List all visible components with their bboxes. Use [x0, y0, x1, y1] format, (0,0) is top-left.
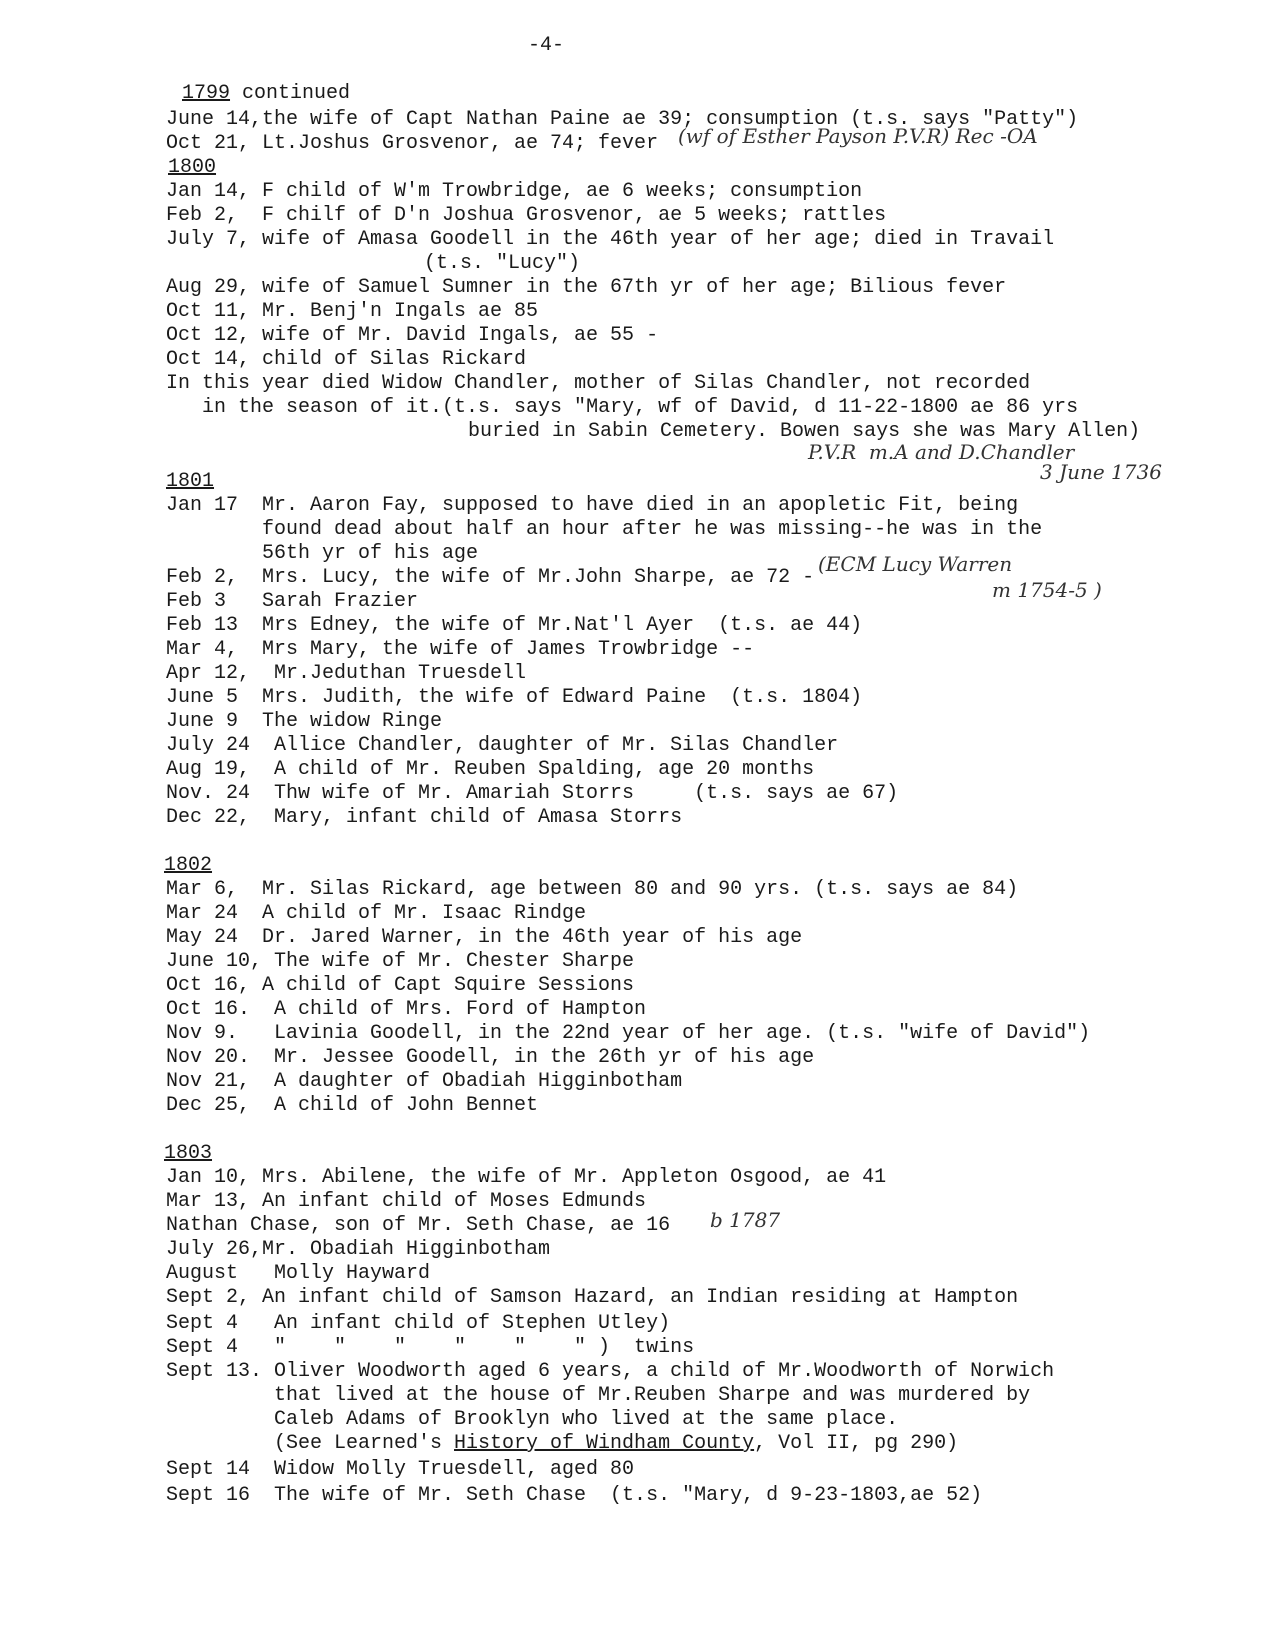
entry-text: Mrs Edney, the wife of Mr.Nat'l Ayer (t.s. ae 44)	[262, 614, 863, 637]
record-entry	[166, 1360, 1054, 1384]
entry-date: Sept 16	[166, 1484, 251, 1507]
entry-date: July 7,	[166, 228, 251, 251]
record-entry	[166, 300, 538, 324]
entry-date: Mar 4,	[166, 638, 239, 661]
entry-date: Mar 6,	[166, 878, 239, 901]
entry-date: June 9	[166, 710, 239, 733]
entry-date: Oct 16,	[166, 974, 251, 997]
entry-text: Mr. Jessee Goodell, in the 26th yr of his age	[262, 1046, 815, 1069]
record-entry	[166, 1262, 430, 1286]
record-entry	[166, 1094, 538, 1118]
year-label: 1800	[168, 156, 217, 179]
record-entry	[166, 1336, 694, 1360]
entry-text: Allice Chandler, daughter of Mr. Silas Chandler	[262, 734, 839, 757]
year-heading	[182, 82, 350, 106]
entry-text: Mr. Benj'n Ingals ae 85	[262, 300, 539, 323]
entry-text: Mr.Jeduthan Truesdell	[262, 662, 527, 685]
entry-text: The widow Ringe	[262, 710, 443, 733]
record-entry	[166, 950, 634, 974]
entry-text: found dead about half an hour after he was missing--he was in the	[262, 518, 1043, 541]
record-entry	[166, 590, 418, 614]
handwritten-note: (wf of Esther Payson P.V.R) Rec -OA	[678, 124, 1038, 148]
record-entry	[424, 252, 580, 276]
year-heading	[164, 854, 212, 878]
entry-text: in the season of it.(t.s. says "Mary, wf of David, d 11-22-1800 ae 86 yrs	[202, 396, 1079, 419]
year-label: 1799	[182, 82, 231, 105]
record-entry	[166, 974, 634, 998]
record-entry	[166, 1286, 1018, 1310]
year-label: 1802	[164, 854, 213, 877]
entry-text: Widow Molly Truesdell, aged 80	[262, 1458, 635, 1481]
year-label: 1803	[164, 1142, 213, 1165]
record-entry	[166, 782, 898, 806]
entry-date: Feb 2,	[166, 566, 239, 589]
entry-text: (t.s. "Lucy")	[424, 252, 581, 275]
record-entry	[166, 926, 802, 950]
entry-date: Oct 11,	[166, 300, 251, 323]
record-entry	[166, 710, 442, 734]
record-entry	[166, 998, 646, 1022]
entry-date: Feb 3	[166, 590, 227, 613]
entry-date: Nov 20.	[166, 1046, 251, 1069]
record-entry	[166, 1070, 682, 1094]
entry-date: July 24	[166, 734, 251, 757]
entry-text: wife of Mr. David Ingals, ae 55 -	[262, 324, 659, 347]
record-entry	[274, 1432, 958, 1456]
entry-date: Jan 14,	[166, 180, 251, 203]
entry-date: Jan 10,	[166, 1166, 251, 1189]
record-entry	[202, 396, 1078, 420]
entry-date: Nov 21,	[166, 1070, 251, 1093]
record-entry	[166, 348, 526, 372]
record-entry	[166, 1484, 982, 1508]
entry-text: Mrs. Lucy, the wife of Mr.John Sharpe, ae 72 -	[262, 566, 815, 589]
year-suffix: continued	[230, 82, 351, 105]
handwritten-note: P.V.R m.A and D.Chandler	[808, 440, 1075, 464]
entry-text: Lt.Joshus Grosvenor, ae 74; fever	[262, 132, 659, 155]
entry-text: Oliver Woodworth aged 6 years, a child of Mr.Woodworth of Norwich	[262, 1360, 1055, 1383]
entry-text: A child of John Bennet	[262, 1094, 539, 1117]
entry-text: the wife of Capt Nathan Paine ae 39; consumption (t.s. says "Patty")	[262, 108, 1079, 131]
entry-date: August	[166, 1262, 239, 1285]
handwritten-note: 3 June 1736	[1040, 460, 1162, 484]
entry-date: Mar 24	[166, 902, 239, 925]
entry-text: F child of W'm Trowbridge, ae 6 weeks; consumption	[262, 180, 863, 203]
entry-text: A child of Mr. Reuben Spalding, age 20 months	[262, 758, 815, 781]
record-entry	[166, 638, 754, 662]
entry-text: (See Learned's History of Windham County, Vol II, pg 290)	[274, 1432, 959, 1455]
handwritten-note: (ECM Lucy Warren	[818, 552, 1013, 576]
entry-date: Aug 29,	[166, 276, 251, 299]
record-entry	[166, 132, 658, 156]
record-entry	[166, 758, 814, 782]
record-entry	[166, 878, 1018, 902]
entry-text: " " " " " " ) twins	[262, 1336, 695, 1359]
handwritten-note: m 1754-5 )	[992, 578, 1102, 602]
entry-text: The wife of Mr. Seth Chase (t.s. "Mary, d 9-23-1803,ae 52)	[262, 1484, 983, 1507]
entry-date: Oct 14,	[166, 348, 251, 371]
entry-text: wife of Samuel Sumner in the 67th yr of her age; Bilious fever	[262, 276, 1007, 299]
record-entry	[166, 662, 526, 686]
entry-date: June 14,	[166, 108, 263, 131]
entry-text: An infant child of Stephen Utley)	[262, 1312, 671, 1335]
entry-text: Mrs. Abilene, the wife of Mr. Appleton Osgood, ae 41	[262, 1166, 887, 1189]
record-entry	[166, 806, 682, 830]
entry-date: Oct 16.	[166, 998, 251, 1021]
record-entry	[166, 902, 586, 926]
record-entry	[274, 1408, 898, 1432]
entry-text: Mrs. Judith, the wife of Edward Paine (t.s. 1804)	[262, 686, 863, 709]
record-entry	[166, 494, 1018, 518]
entry-date: Sept 13.	[166, 1360, 263, 1383]
entry-date: Feb 13	[166, 614, 239, 637]
entry-text: A child of Capt Squire Sessions	[262, 974, 635, 997]
entry-text: Molly Hayward	[262, 1262, 431, 1285]
entry-text: Dr. Jared Warner, in the 46th year of his age	[262, 926, 803, 949]
entry-text: Mr. Aaron Fay, supposed to have died in an apopletic Fit, being	[262, 494, 1019, 517]
record-entry	[166, 614, 862, 638]
entry-text: Sarah Frazier	[262, 590, 419, 613]
record-entry	[166, 566, 814, 590]
record-entry	[166, 1238, 550, 1262]
record-entry	[166, 1166, 886, 1190]
entry-text: A child of Mrs. Ford of Hampton	[262, 998, 647, 1021]
entry-text: Mary, infant child of Amasa Storrs	[262, 806, 683, 829]
entry-text: wife of Amasa Goodell in the 46th year of her age; died in Travail	[262, 228, 1055, 251]
entry-date: Mar 13,	[166, 1190, 251, 1213]
entry-text: In this year died Widow Chandler, mother of Silas Chandler, not recorded	[166, 372, 1031, 395]
entry-date: Feb 2,	[166, 204, 239, 227]
record-entry	[166, 204, 886, 228]
handwritten-note: b 1787	[710, 1208, 781, 1232]
record-entry	[166, 228, 1054, 252]
entry-text: child of Silas Rickard	[262, 348, 527, 371]
record-entry	[166, 1458, 634, 1482]
entry-text: The wife of Mr. Chester Sharpe	[262, 950, 635, 973]
entry-text: Caleb Adams of Brooklyn who lived at the same place.	[274, 1408, 899, 1431]
entry-text: Thw wife of Mr. Amariah Storrs (t.s. says ae 67)	[262, 782, 899, 805]
entry-text: A child of Mr. Isaac Rindge	[262, 902, 587, 925]
record-entry	[166, 276, 1006, 300]
entry-date: May 24	[166, 926, 239, 949]
page-number: -4-	[528, 34, 565, 57]
entry-date: Jan 17	[166, 494, 239, 517]
record-entry	[166, 324, 658, 348]
record-entry	[166, 686, 862, 710]
entry-date: Dec 22,	[166, 806, 251, 829]
entry-date: June 5	[166, 686, 239, 709]
entry-text: Mr. Obadiah Higginbotham	[262, 1238, 551, 1261]
entry-date: Dec 25,	[166, 1094, 251, 1117]
record-entry	[274, 1384, 1030, 1408]
record-entry	[262, 542, 478, 566]
entry-text: An infant child of Samson Hazard, an Indian residing at Hampton	[262, 1286, 1019, 1309]
year-heading	[168, 156, 216, 180]
entry-date: Aug 19,	[166, 758, 251, 781]
entry-date: Apr 12,	[166, 662, 251, 685]
entry-text: An infant child of Moses Edmunds	[262, 1190, 647, 1213]
entry-date: June 10,	[166, 950, 263, 973]
entry-text: Nathan Chase, son of Mr. Seth Chase, ae 16	[166, 1214, 671, 1237]
entry-text: that lived at the house of Mr.Reuben Sharpe and was murdered by	[274, 1384, 1031, 1407]
year-heading	[164, 1142, 212, 1166]
entry-date: Nov 9.	[166, 1022, 239, 1045]
year-heading	[166, 470, 214, 494]
entry-text: Lavinia Goodell, in the 22nd year of her age. (t.s. "wife of David")	[262, 1022, 1091, 1045]
entry-text: buried in Sabin Cemetery. Bowen says she was Mary Allen)	[468, 420, 1141, 443]
record-entry	[166, 1190, 646, 1214]
record-entry	[262, 518, 1042, 542]
record-entry	[166, 1022, 1090, 1046]
entry-date: Sept 14	[166, 1458, 251, 1481]
entry-date: Sept 2,	[166, 1286, 251, 1309]
record-entry	[166, 734, 838, 758]
record-entry	[166, 1312, 670, 1336]
entry-text: Mr. Silas Rickard, age between 80 and 90 yrs. (t.s. says ae 84)	[262, 878, 1019, 901]
entry-date: Sept 4	[166, 1312, 239, 1335]
year-label: 1801	[166, 470, 215, 493]
entry-text: A daughter of Obadiah Higginbotham	[262, 1070, 683, 1093]
record-entry	[166, 1214, 670, 1238]
record-entry	[166, 372, 1030, 396]
entry-date: Nov. 24	[166, 782, 251, 805]
entry-text: F chilf of D'n Joshua Grosvenor, ae 5 weeks; rattles	[262, 204, 887, 227]
entry-text: 56th yr of his age	[262, 542, 479, 565]
record-entry	[166, 180, 862, 204]
record-entry	[166, 1046, 814, 1070]
entry-date: Sept 4	[166, 1336, 239, 1359]
entry-text: Mrs Mary, the wife of James Trowbridge --	[262, 638, 755, 661]
entry-date: July 26,	[166, 1238, 263, 1261]
entry-date: Oct 21,	[166, 132, 251, 155]
entry-date: Oct 12,	[166, 324, 251, 347]
